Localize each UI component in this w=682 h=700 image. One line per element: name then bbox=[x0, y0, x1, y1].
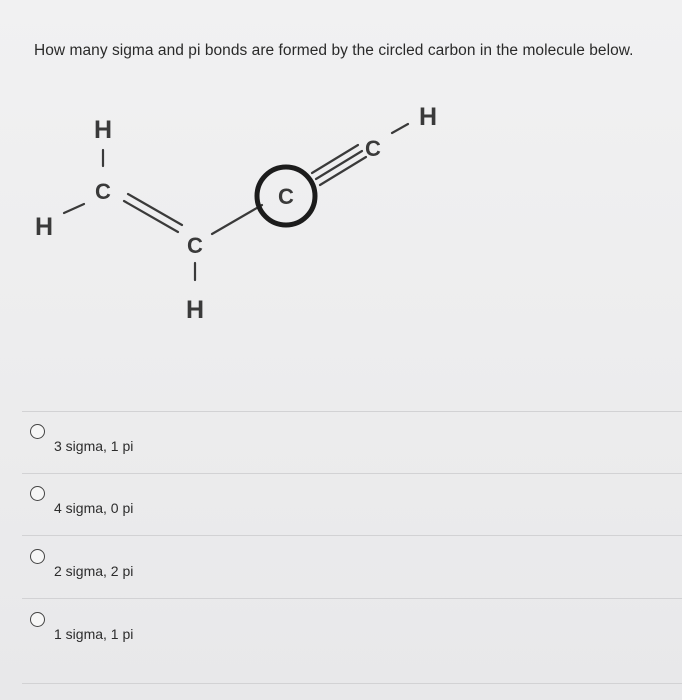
bond-triple-3 bbox=[320, 157, 366, 185]
answer-option-1[interactable] bbox=[30, 424, 670, 474]
bond-triple-2 bbox=[316, 151, 362, 179]
atom-h-top: H bbox=[93, 116, 113, 144]
answer-option-2[interactable] bbox=[30, 486, 670, 536]
divider bbox=[22, 683, 682, 684]
answer-option-4[interactable] bbox=[30, 612, 670, 662]
radio-button[interactable] bbox=[30, 612, 45, 627]
atom-c-mid: C bbox=[187, 233, 203, 258]
answer-option-3[interactable] bbox=[30, 549, 670, 599]
question-text: How many sigma and pi bonds are formed by the circled carbon in the molecule below. bbox=[34, 42, 634, 59]
atom-h-left: H bbox=[34, 213, 54, 241]
atom-h-bottom: H bbox=[185, 296, 205, 324]
divider bbox=[22, 535, 682, 536]
bond-double-2 bbox=[128, 194, 182, 225]
radio-button[interactable] bbox=[30, 549, 45, 564]
atom-h-right: H bbox=[418, 103, 438, 131]
radio-button[interactable] bbox=[30, 424, 45, 439]
divider bbox=[22, 598, 682, 599]
answer-option-label: 3 sigma, 1 pi bbox=[54, 438, 134, 454]
bond-triple-1 bbox=[312, 145, 358, 173]
bond-h-left-c-left bbox=[64, 204, 84, 213]
answer-option-label: 4 sigma, 0 pi bbox=[54, 500, 134, 516]
bond-double-1 bbox=[124, 201, 178, 232]
answer-option-label: 1 sigma, 1 pi bbox=[54, 626, 134, 642]
atom-c-left: C bbox=[95, 179, 111, 204]
bond-c-right-h-right bbox=[392, 124, 408, 133]
bond-c-mid-c-circled bbox=[212, 205, 262, 234]
divider bbox=[22, 473, 682, 474]
answer-option-label: 2 sigma, 2 pi bbox=[54, 563, 134, 579]
atom-c-circled: C bbox=[278, 184, 294, 209]
divider bbox=[22, 411, 682, 412]
radio-button[interactable] bbox=[30, 486, 45, 501]
atom-c-right: C bbox=[365, 136, 381, 161]
